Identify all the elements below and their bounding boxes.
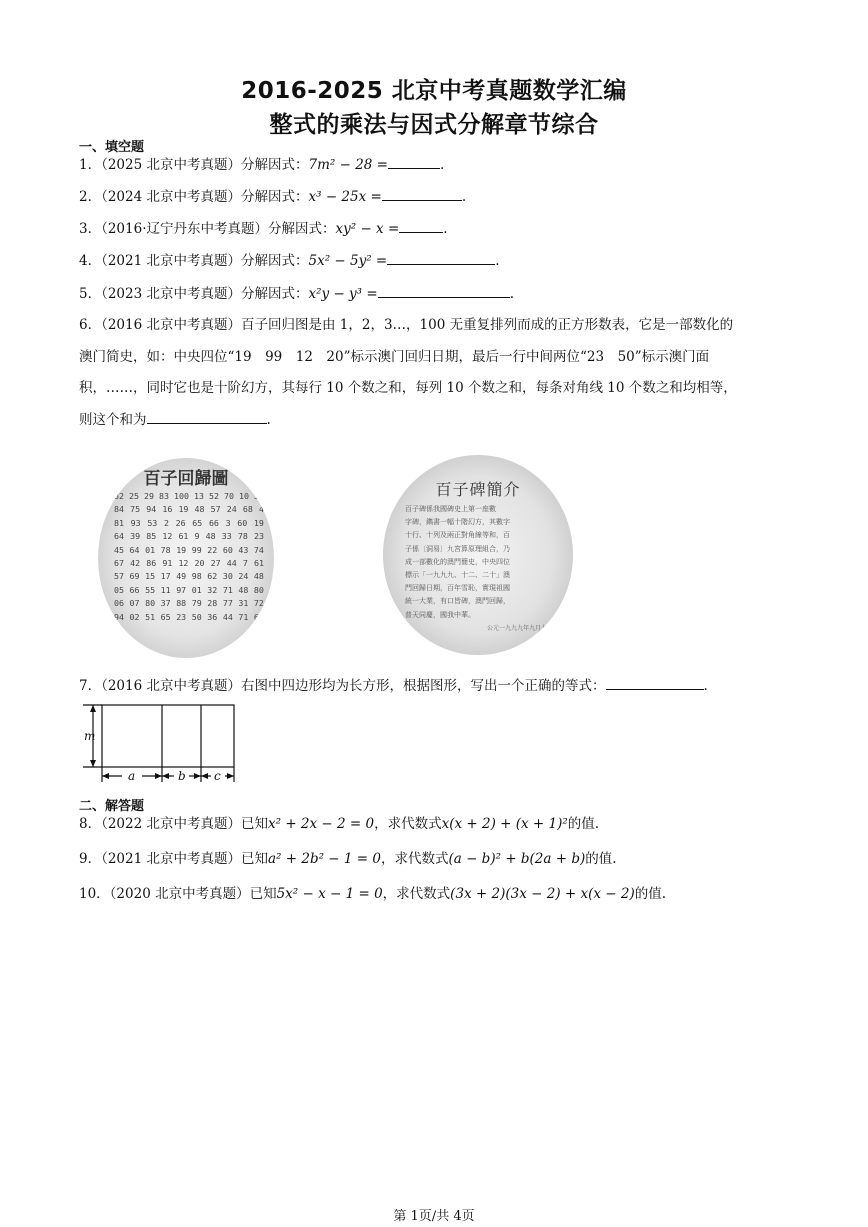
grid-cell: 23 bbox=[176, 611, 187, 622]
grid-cell: 44 bbox=[222, 611, 233, 622]
grid-cell: 01 bbox=[191, 584, 202, 595]
grid-cell: 84 bbox=[114, 504, 124, 515]
grid-cell: 83 bbox=[159, 491, 169, 501]
grid-cell: 50 bbox=[191, 611, 202, 622]
grid-cell: 07 bbox=[129, 598, 140, 609]
grid-cell: 64 bbox=[129, 544, 140, 555]
q9-expr: (a − b)² + b(2a + b) bbox=[448, 851, 586, 867]
grid-cell: 35 bbox=[254, 491, 264, 501]
q2-end: . bbox=[461, 189, 467, 205]
grid-cell: 88 bbox=[176, 598, 187, 609]
answer-blank[interactable] bbox=[378, 285, 510, 298]
q8-cond: x² + 2x − 2 = 0 bbox=[268, 816, 375, 832]
grid-cell: 37 bbox=[160, 598, 171, 609]
grid-cell: 16 bbox=[162, 504, 173, 515]
grid-cell: 44 bbox=[226, 558, 237, 569]
grid-cell: 69 bbox=[129, 571, 140, 582]
question-10 bbox=[79, 885, 666, 903]
q4-text: 分解因式： bbox=[241, 253, 309, 269]
grid-cell: 80 bbox=[253, 584, 264, 595]
q9-mid: ，求代数式 bbox=[380, 851, 449, 867]
baizi-number-grid bbox=[114, 490, 264, 624]
grid-cell: 72 bbox=[253, 598, 264, 609]
grid-cell: 13 bbox=[194, 491, 204, 501]
grid-cell: 71 bbox=[222, 584, 233, 595]
grid-row bbox=[114, 517, 264, 530]
grid-cell: 53 bbox=[147, 517, 158, 528]
q1-end: . bbox=[439, 157, 445, 173]
grid-cell: 24 bbox=[238, 571, 249, 582]
grid-cell: 60 bbox=[237, 517, 248, 528]
grid-cell: 39 bbox=[130, 531, 141, 542]
grid-row bbox=[114, 503, 264, 516]
grid-cell: 78 bbox=[237, 531, 248, 542]
q10-end: 的值. bbox=[634, 886, 667, 902]
grid-cell: 85 bbox=[146, 531, 157, 542]
q8-mid: ，求代数式 bbox=[374, 816, 442, 832]
grid-cell: 79 bbox=[191, 598, 202, 609]
grid-cell: 80 bbox=[145, 598, 156, 609]
q7-text: 7．（2016 北京中考真题）右图中四边形均为长方形，根据图形，写出一个正确的等式： bbox=[79, 678, 606, 694]
label-b: b bbox=[178, 769, 186, 783]
q8-expr: x(x + 2) + (x + 1)² bbox=[441, 816, 568, 832]
grid-cell: 26 bbox=[175, 517, 186, 528]
baizi-intro-text bbox=[405, 503, 555, 622]
grid-cell: 32 bbox=[207, 584, 218, 595]
q9-src: 9．（2021 北京中考真题）已知 bbox=[79, 851, 268, 867]
answer-blank[interactable] bbox=[399, 220, 443, 233]
grid-row bbox=[114, 544, 264, 557]
grid-cell: 3 bbox=[225, 517, 231, 528]
grid-cell: 06 bbox=[114, 598, 124, 609]
grid-cell: 94 bbox=[146, 504, 157, 515]
answer-blank[interactable] bbox=[387, 252, 495, 265]
q7-end: . bbox=[703, 678, 708, 694]
question-5 bbox=[79, 285, 514, 303]
grid-cell: 27 bbox=[210, 558, 221, 569]
grid-cell: 19 bbox=[253, 517, 264, 528]
baizi-grid-photo bbox=[98, 458, 274, 658]
label-a: a bbox=[128, 769, 136, 783]
grid-cell: 7 bbox=[242, 558, 248, 569]
q1-num: 1． bbox=[79, 157, 102, 173]
baizi-intro-photo bbox=[383, 455, 573, 655]
grid-cell: 29 bbox=[144, 491, 154, 501]
grid-cell: 98 bbox=[191, 571, 202, 582]
grid-cell: 10 bbox=[239, 491, 249, 501]
grid-cell: 9 bbox=[194, 531, 200, 542]
grid-cell: 20 bbox=[194, 558, 205, 569]
grid-cell: 91 bbox=[162, 558, 173, 569]
grid-cell: 55 bbox=[145, 584, 156, 595]
section-fill-blank: 一、填空题 bbox=[79, 140, 145, 155]
q2-text: 分解因式： bbox=[241, 189, 309, 205]
grid-cell: 05 bbox=[114, 584, 124, 595]
grid-cell: 48 bbox=[238, 584, 249, 595]
label-c: c bbox=[214, 769, 221, 783]
intro-line: 十行、十列及兩正對角線等和，百 bbox=[405, 531, 510, 540]
grid-cell: 48 bbox=[194, 504, 205, 515]
title-line2: 整式的乘法与因式分解章节综合 bbox=[269, 112, 599, 138]
baizi-grid-title: 百子回歸圖 bbox=[143, 469, 229, 489]
grid-cell: 12 bbox=[178, 558, 189, 569]
grid-cell: 01 bbox=[145, 544, 156, 555]
q4-expr: 5x² − 5y² = bbox=[308, 253, 388, 269]
q4-src: （2021 北京中考真题） bbox=[101, 253, 241, 269]
question-4 bbox=[79, 252, 500, 270]
answer-blank[interactable] bbox=[388, 156, 440, 169]
grid-cell: 43 bbox=[238, 544, 249, 555]
grid-cell: 61 bbox=[178, 531, 189, 542]
baizi-intro-date: 公元一九九九年九月九日 bbox=[486, 625, 553, 632]
grid-cell: 48 bbox=[205, 531, 216, 542]
grid-cell: 86 bbox=[146, 558, 157, 569]
question-1 bbox=[79, 156, 444, 174]
q1-expr: 7m² − 28 = bbox=[308, 157, 388, 173]
q10-src: 10．（2020 北京中考真题）已知 bbox=[79, 886, 277, 902]
grid-cell: 15 bbox=[145, 571, 156, 582]
grid-cell: 45 bbox=[114, 544, 124, 555]
grid-cell: 23 bbox=[253, 531, 264, 542]
q9-end: 的值. bbox=[585, 851, 617, 867]
grid-cell: 81 bbox=[114, 517, 124, 528]
grid-cell: 70 bbox=[224, 491, 234, 501]
outer-rectangle bbox=[102, 705, 234, 767]
grid-row bbox=[114, 530, 264, 543]
grid-row bbox=[114, 557, 264, 570]
grid-cell: 93 bbox=[130, 517, 141, 528]
q9-cond: a² + 2b² − 1 = 0 bbox=[268, 851, 381, 867]
grid-cell: 52 bbox=[209, 491, 219, 501]
q10-mid: ，求代数式 bbox=[382, 886, 451, 902]
answer-blank[interactable] bbox=[147, 411, 267, 424]
grid-cell: 75 bbox=[130, 504, 141, 515]
grid-cell: 82 bbox=[114, 491, 124, 501]
grid-cell: 66 bbox=[129, 584, 140, 595]
q3-text: 分解因式： bbox=[268, 221, 336, 237]
grid-row bbox=[114, 597, 264, 610]
grid-cell: 28 bbox=[207, 598, 218, 609]
grid-cell: 30 bbox=[222, 571, 233, 582]
grid-cell: 24 bbox=[226, 504, 237, 515]
intro-line: 字碑，鐫書一幅十階幻方，其數字 bbox=[405, 518, 510, 527]
q4-num: 4． bbox=[79, 253, 102, 269]
label-m: m bbox=[84, 729, 96, 743]
grid-cell: 66 bbox=[208, 517, 219, 528]
q6-line2: 澳门简史，如：中央四位“19 99 12 20”标示澳门回归日期，最后一行中间两位“23 50”标示澳门面 bbox=[79, 348, 710, 365]
intro-line: 門回歸日期，百年雪恥，實現祖國 bbox=[405, 584, 510, 593]
grid-cell: 69 bbox=[253, 611, 264, 622]
grid-cell: 61 bbox=[253, 558, 264, 569]
question-9 bbox=[79, 850, 617, 868]
q10-expr: (3x + 2)(3x − 2) + x(x − 2) bbox=[450, 886, 635, 902]
q6-end: . bbox=[266, 411, 271, 428]
q8-src: 8．（2022 北京中考真题）已知 bbox=[79, 816, 268, 832]
grid-cell: 19 bbox=[176, 544, 187, 555]
grid-cell: 100 bbox=[174, 491, 189, 501]
rectangles-figure bbox=[79, 700, 239, 792]
q3-expr: xy² − x = bbox=[335, 221, 400, 237]
q6-line1: 6．（2016 北京中考真题）百子回归图是由 1，2，3…，100 无重复排列而成的正方形数表，它是一部数化的 bbox=[79, 317, 734, 333]
question-6 bbox=[79, 310, 791, 436]
intro-line: 成一部數化的澳門簡史，中央四位 bbox=[405, 557, 510, 566]
intro-line: 普天同慶，國我中華。 bbox=[405, 610, 475, 619]
grid-cell: 99 bbox=[191, 544, 202, 555]
q5-text: 分解因式： bbox=[241, 286, 309, 302]
grid-cell: 97 bbox=[176, 584, 187, 595]
grid-cell: 11 bbox=[160, 584, 171, 595]
q2-num: 2． bbox=[79, 189, 102, 205]
grid-row bbox=[114, 584, 264, 597]
question-7 bbox=[79, 677, 708, 695]
grid-cell: 19 bbox=[178, 504, 189, 515]
baizi-intro-title: 百子碑簡介 bbox=[435, 480, 521, 499]
intro-line: 百子碑係我國碑史上第一座數 bbox=[405, 505, 496, 513]
q5-end: . bbox=[509, 286, 514, 302]
q3-end: . bbox=[443, 221, 448, 237]
question-8 bbox=[79, 815, 599, 833]
q6-line3: 积，……，同时它也是十阶幻方，其每行 10 个数之和，每列 10 个数之和，每条对角线 10 个数之和均相等， bbox=[79, 380, 737, 396]
grid-cell: 77 bbox=[222, 598, 233, 609]
grid-cell: 62 bbox=[207, 571, 218, 582]
grid-cell: 78 bbox=[160, 544, 171, 555]
grid-row bbox=[114, 611, 264, 624]
grid-cell: 33 bbox=[221, 531, 232, 542]
grid-cell: 12 bbox=[162, 531, 173, 542]
grid-row bbox=[114, 570, 264, 583]
intro-line: 統一大業，有口皆碑，澳門回歸， bbox=[405, 597, 510, 606]
grid-cell: 22 bbox=[207, 544, 218, 555]
q1-src: （2025 北京中考真题） bbox=[101, 157, 241, 173]
intro-line: 標示「一九九九、十二、二十」澳 bbox=[405, 571, 510, 580]
intro-line: 子係〔洞易〕九宮算原理組合，乃 bbox=[405, 544, 510, 553]
grid-cell: 57 bbox=[210, 504, 221, 515]
answer-blank[interactable] bbox=[382, 188, 462, 201]
grid-cell: 65 bbox=[192, 517, 203, 528]
grid-row bbox=[114, 490, 264, 503]
grid-cell: 94 bbox=[114, 611, 124, 622]
grid-cell: 17 bbox=[160, 571, 171, 582]
q6-line4-text: 则这个和为 bbox=[79, 411, 147, 428]
q8-end: 的值. bbox=[567, 816, 600, 832]
grid-cell: 57 bbox=[114, 571, 124, 582]
grid-cell: 71 bbox=[238, 611, 249, 622]
page-footer: 第 1页/共 4页 bbox=[393, 1209, 475, 1224]
grid-cell: 2 bbox=[163, 517, 169, 528]
grid-cell: 25 bbox=[129, 491, 139, 501]
grid-cell: 67 bbox=[114, 558, 124, 569]
grid-cell: 31 bbox=[238, 598, 249, 609]
grid-cell: 64 bbox=[114, 531, 124, 542]
q5-num: 5． bbox=[79, 286, 102, 302]
title-line1: 2016-2025 北京中考真题数学汇编 bbox=[241, 78, 627, 104]
answer-blank[interactable] bbox=[606, 677, 704, 690]
q4-end: . bbox=[495, 253, 500, 269]
grid-cell: 51 bbox=[145, 611, 156, 622]
section-answer: 二、解答题 bbox=[79, 799, 145, 814]
q3-src: （2016·辽宁丹东中考真题） bbox=[101, 221, 268, 237]
grid-cell: 4 bbox=[258, 504, 264, 515]
grid-cell: 74 bbox=[253, 544, 264, 555]
grid-cell: 02 bbox=[129, 611, 140, 622]
grid-cell: 42 bbox=[130, 558, 141, 569]
q6-line4 bbox=[79, 405, 791, 437]
grid-cell: 68 bbox=[242, 504, 253, 515]
q1-text: 分解因式： bbox=[241, 157, 309, 173]
q2-src: （2024 北京中考真题） bbox=[101, 189, 241, 205]
q2-expr: x³ − 25x = bbox=[308, 189, 382, 205]
q10-cond: 5x² − x − 1 = 0 bbox=[276, 886, 383, 902]
grid-cell: 60 bbox=[222, 544, 233, 555]
question-3 bbox=[79, 220, 448, 238]
q5-expr: x²y − y³ = bbox=[308, 286, 378, 302]
question-2 bbox=[79, 188, 466, 206]
grid-cell: 65 bbox=[160, 611, 171, 622]
q3-num: 3． bbox=[79, 221, 102, 237]
q5-src: （2023 北京中考真题） bbox=[101, 286, 241, 302]
grid-cell: 48 bbox=[253, 571, 264, 582]
grid-cell: 36 bbox=[207, 611, 218, 622]
grid-cell: 49 bbox=[176, 571, 187, 582]
